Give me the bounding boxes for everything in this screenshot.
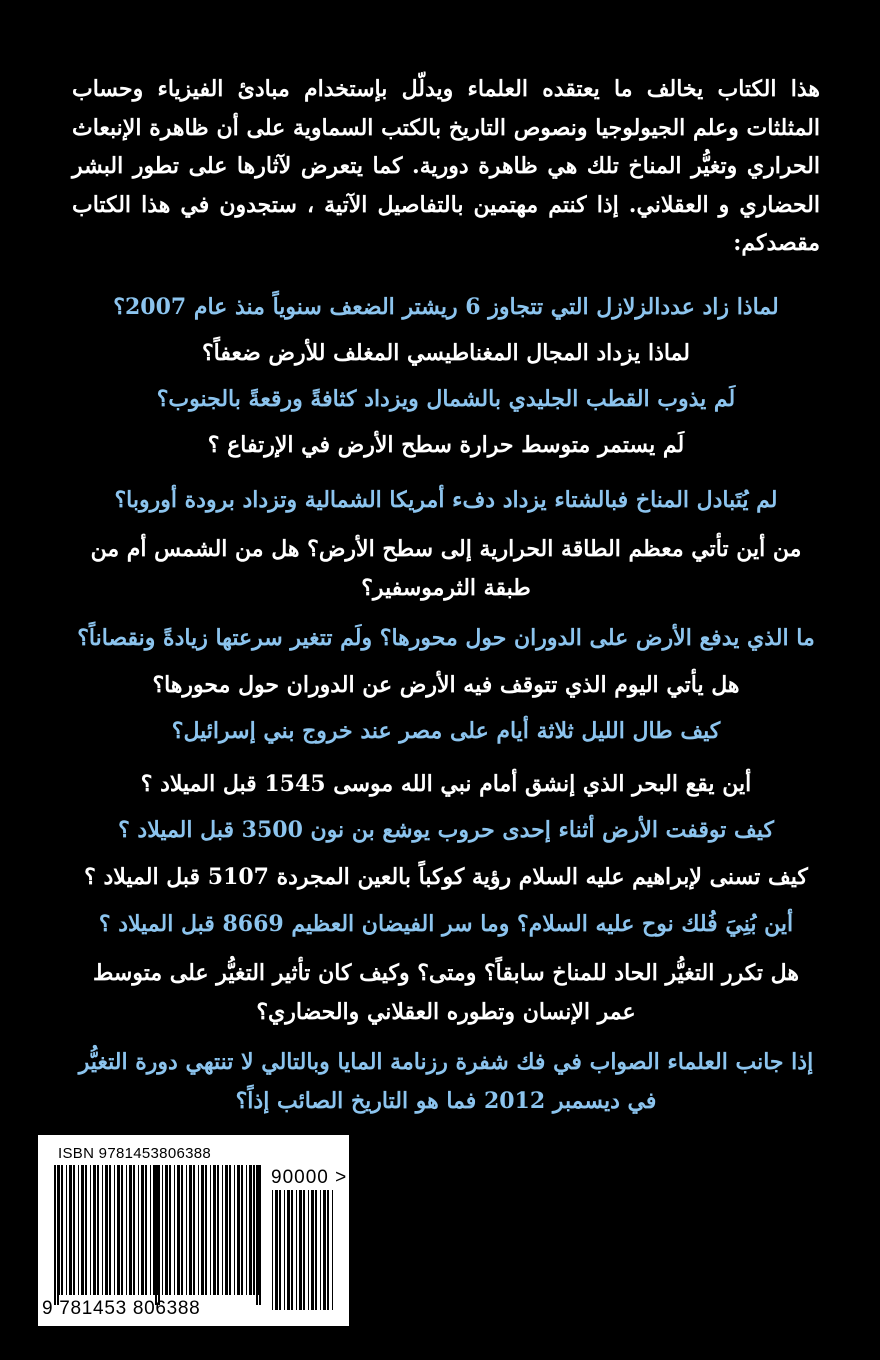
question-item: لم يُتَبادل المناخ فبالشتاء يزداد دفء أمريكا الشمالية وتزداد برودة أوروبا؟	[114, 487, 778, 513]
question-item: من أين تأتي معظم الطاقة الحرارية إلى سطح الأرض؟ هل من الشمس أم من طبقة الثرموسفير؟	[90, 536, 802, 601]
question-item: كيف توقفت الأرض أثناء إحدى حروب يوشع بن نون 3500 قبل الميلاد ؟	[118, 817, 774, 843]
intro-paragraph: هذا الكتاب يخالف ما يعتقده العلماء ويدلّل بإستخدام مبادئ الفيزياء وحساب المثلثات وعلم الجيولوجيا ونصوص التاريخ بالكتب السماوية على أن ظاهرة الإنبعاث الحراري وتغيُّر المناخ تلك هي ظاهرة دورية. كما يتعرض لآثارها على تطور البشر الحضاري و العقلاني. إذا كنتم مهتمين بالتفاصيل الآتية ، ستجدون في هذا الكتاب مقصدكم:	[72, 76, 820, 256]
isbn-barcode-box	[38, 1135, 349, 1326]
question-item: إذا جانب العلماء الصواب في فك شفرة رزنامة المايا وبالتالي لا تنتهي دورة التغيُّر في ديسمبر 2012 فما هو التاريخ الصائب إذاً؟	[78, 1049, 814, 1114]
question-item: أين يقع البحر الذي إنشق أمام نبي الله موسى 1545 قبل الميلاد ؟	[140, 771, 752, 797]
question-item: هل يأتي اليوم الذي تتوقف فيه الأرض عن الدوران حول محورها؟	[152, 672, 740, 698]
question-item: ما الذي يدفع الأرض على الدوران حول محورها؟ ولَم تتغير سرعتها زيادةً ونقصاناً؟	[77, 625, 815, 651]
question-item: كيف طال الليل ثلاثة أيام على مصر عند خروج بني إسرائيل؟	[171, 718, 721, 744]
question-item: لماذا زاد عددالزلازل التي تتجاوز 6 ريشتر الضعف سنوياً منذ عام 2007؟	[113, 294, 779, 320]
question-item: لَم يذوب القطب الجليدي بالشمال ويزداد كثافةً ورقعةً بالجنوب؟	[156, 386, 736, 412]
question-item: هل تكرر التغيُّر الحاد للمناخ سابقاً؟ ومتى؟ وكيف كان تأثير التغيُّر على متوسط عمر الإنسان وتطوره العقلاني والحضاري؟	[93, 960, 799, 1025]
price-code: 90000 >	[271, 1167, 348, 1188]
ean-digits: 9 781453 806388	[42, 1298, 201, 1319]
question-item: لَم يستمر متوسط حرارة سطح الأرض في الإرتفاع ؟	[207, 432, 685, 458]
question-item: لماذا يزداد المجال المغناطيسي المغلف للأرض ضعفاً؟	[201, 340, 691, 366]
question-item: كيف تسنى لإبراهيم عليه السلام رؤية كوكباً بالعين المجردة 5107 قبل الميلاد ؟	[84, 864, 808, 890]
question-item: أين بُنِيَ فُلك نوح عليه السلام؟ وما سر الفيضان العظيم 8669 قبل الميلاد ؟	[98, 911, 794, 937]
isbn-label: ISBN 9781453806388	[58, 1145, 212, 1162]
